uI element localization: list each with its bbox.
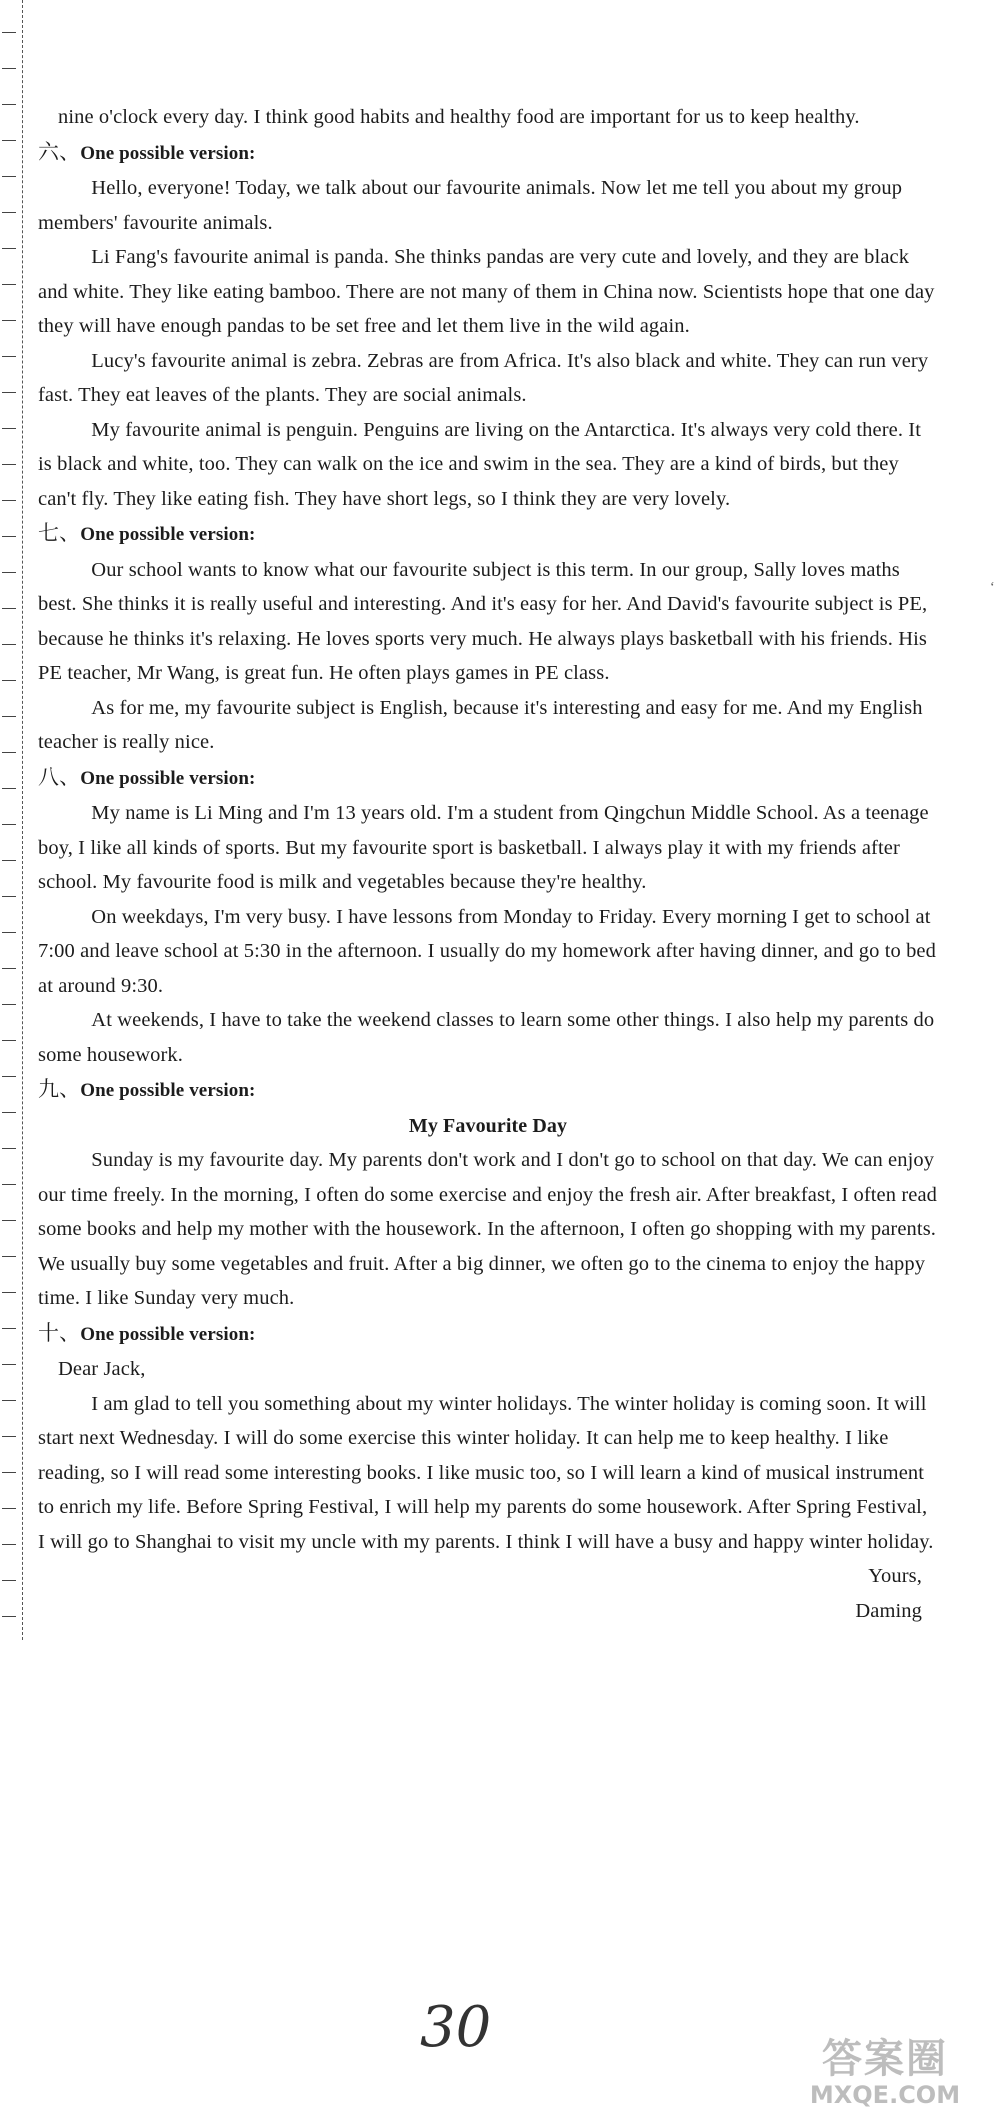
paragraph: I am glad to tell you something about my winter holidays. The winter holiday is coming soon. It will start next Wednesday. I will do some exercise this winter holiday. It can help me to keep healthy. I like reading, so I will read some interesting books. I like music too, so I will learn a kind of musical instrument to enrich my life. Before Spring Festival, I will help my parents do some housework. After Spring Festival, I will go to Shanghai to visit my uncle with my parents. I think I will have a busy and happy winter holiday. (38, 1392, 934, 1553)
paragraph: Li Fang's favourite animal is panda. She thinks pandas are very cute and lovely, and they are black and white. They like eating bamboo. There are not many of them in China now. Scientists hope that one day they will have enough pandas to be set free and let them live in the wild again. (38, 246, 935, 337)
answer-page (38, 100, 938, 1628)
section-9 (38, 1072, 938, 1316)
paragraph: My name is Li Ming and I'm 13 years old. I'm a student from Qingchun Middle School. As a teenage boy, I like all kinds of sports. But my favourite sport is basketball. I always play it with my friends after school. My favourite food is milk and vegetables because they're healthy. (38, 802, 929, 893)
paragraph: My favourite animal is penguin. Penguins are living on the Antarctica. It's always very cold there. It is black and white, too. They can walk on the ice and swim in the sea. They are a kind of birds, but they can't fly. They like eating fish. They have short legs, so I think they are very lovely. (38, 418, 921, 510)
paragraph: At weekends, I have to take the weekend classes to learn some other things. I also help my parents do some housework. (38, 1009, 935, 1066)
paragraph: Lucy's favourite animal is zebra. Zebras are from Africa. It's also black and white. They can run very fast. They eat leaves of the plants. They are social animals. (38, 349, 929, 406)
watermark-url: MXQE.COM (809, 2081, 961, 2109)
section-heading (38, 1316, 938, 1353)
stray-mark: ʻ (990, 580, 995, 595)
section-8 (38, 760, 938, 1073)
section-heading-text: One possible version: (80, 767, 256, 789)
section-number: 八、 (38, 764, 81, 789)
binding-margin (0, 0, 23, 1640)
section-number: 六、 (38, 139, 81, 164)
section-7 (38, 516, 938, 760)
intro-continuation: nine o'clock every day. I think good habits and healthy food are important for us to keep healthy. (58, 106, 860, 128)
paragraph: Hello, everyone! Today, we talk about our favourite animals. Now let me tell you about my group members' favourite animals. (38, 177, 903, 234)
section-number: 九、 (38, 1077, 81, 1101)
section-heading-text: One possible version: (80, 1323, 256, 1345)
section-heading-text: One possible version: (80, 142, 256, 164)
section-heading-text: One possible version: (80, 524, 256, 545)
section-heading (38, 760, 938, 797)
paragraph: As for me, my favourite subject is English, because it's interesting and easy for me. And my English teacher is really nice. (38, 696, 923, 753)
section-number: 十、 (38, 1320, 81, 1345)
section-heading-text: One possible version: (80, 1080, 256, 1101)
section-heading (38, 1072, 938, 1109)
letter-salutation: Dear Jack, (58, 1358, 146, 1380)
watermark-logo: 答案圈 (822, 2036, 948, 2082)
paragraph: On weekdays, I'm very busy. I have lessons from Monday to Friday. Every morning I get to school at 7:00 and leave school at 5:30 in the afternoon. I usually do my homework after having dinner, and go to bed at around 9:30. (38, 905, 936, 997)
watermark (780, 2037, 990, 2109)
letter-signature: Daming (855, 1599, 922, 1622)
paragraph: Sunday is my favourite day. My parents don't work and I don't go to school on that day. We can enjoy our time freely. In the morning, I often do some exercise and enjoy the fresh air. After breakfast, I often read some books and help my mother with the housework. In the afternoon, I often go shopping with my parents. We usually buy some vegetables and fruit. After a big dinner, we often go to the cinema to enjoy the happy time. I like Sunday very much. (38, 1149, 938, 1309)
section-heading (38, 516, 938, 553)
section-heading (38, 135, 938, 172)
paragraph: Our school wants to know what our favourite subject is this term. In our group, Sally loves maths best. She thinks it is really useful and interesting. And it's easy for her. And David's favourite subject is PE, because he thinks it's relaxing. He loves sports very much. He always plays basketball with his friends. His PE teacher, Mr Wang, is great fun. He often plays games in PE class. (38, 558, 928, 684)
page-number: 30 (420, 1995, 492, 2060)
essay-title: My Favourite Day (408, 1114, 568, 1137)
letter-closing: Yours, (868, 1565, 922, 1587)
section-10 (38, 1316, 938, 1629)
section-6 (38, 135, 938, 517)
section-number: 七、 (38, 521, 81, 545)
